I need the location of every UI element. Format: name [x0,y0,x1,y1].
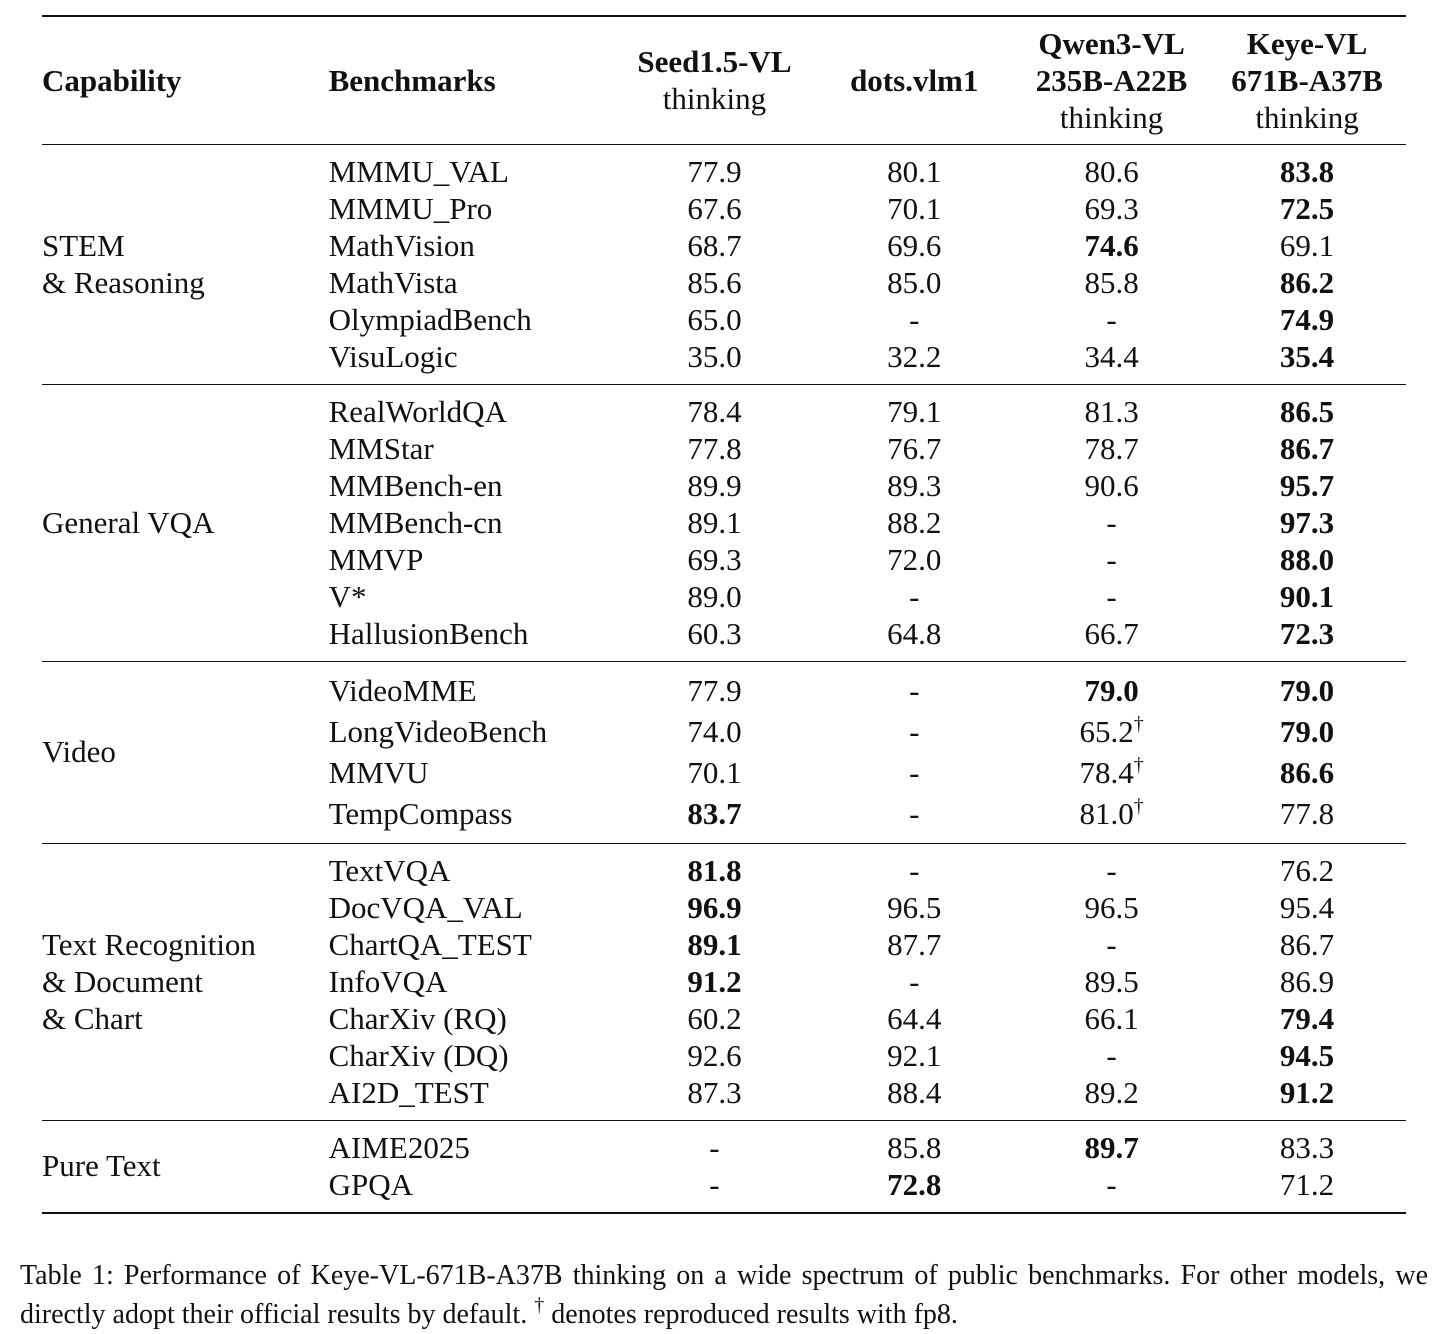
score-cell [1015,1129,1208,1166]
score-cell [615,338,813,375]
benchmark-name: GPQA [328,1166,414,1202]
score-cell [615,752,813,793]
score: 89.3 [887,467,942,503]
capability-label: Text Recognition [42,926,256,962]
score: 34.4 [1084,338,1139,374]
header-model [1208,16,1406,144]
score-cell [615,578,813,615]
score: 89.9 [687,467,742,503]
score-cell [1208,301,1406,338]
benchmark-name: CharXiv (RQ) [328,1000,507,1036]
score-cell [813,153,1015,190]
score: 64.4 [887,1000,942,1036]
score-cell [813,963,1015,1000]
score-cell [1015,430,1208,467]
model-name: Seed1.5-VL [637,44,792,80]
score-cell [1015,301,1208,338]
score-cell [1015,1000,1208,1037]
score: - [709,1166,720,1202]
score: 88.2 [887,504,942,540]
score: - [1106,852,1117,888]
score-cell [1015,889,1208,926]
header-capability: Capability [42,62,182,98]
score-cell [813,793,1015,834]
section [42,661,1406,843]
header-model [615,16,813,144]
score-cell [1208,1000,1406,1037]
score: 60.3 [687,615,742,651]
score: 78.7 [1084,430,1139,466]
score: 66.7 [1084,615,1139,651]
model-variant: thinking [662,81,767,117]
best-score: 79.4 [1279,1000,1335,1036]
model-name: Qwen3-VL [1038,25,1185,61]
score-cell [813,926,1015,963]
score-cell [615,264,813,301]
section [42,1120,1406,1213]
score: 83.3 [1279,1129,1335,1165]
score-cell [1208,153,1406,190]
best-score: 89.7 [1084,1129,1139,1165]
score-cell [813,301,1015,338]
score: - [909,852,920,888]
score-cell [615,153,813,190]
score-cell [813,615,1015,652]
benchmark-name: RealWorldQA [328,393,507,429]
score: 78.4 [1079,754,1134,790]
benchmark-name: MMVU [328,754,429,790]
score: 86.7 [1279,926,1335,962]
best-score: 94.5 [1279,1037,1335,1073]
score: 87.3 [687,1074,742,1110]
score-cell [1208,752,1406,793]
score-cell [615,711,813,752]
score: - [909,963,920,999]
score-cell [1208,578,1406,615]
score: 88.4 [887,1074,942,1110]
score-cell [813,578,1015,615]
score-cell [1208,1074,1406,1111]
score-cell [1015,926,1208,963]
benchmark-name: MMBench-cn [328,504,503,540]
score-cell [615,793,813,834]
score-cell [1015,1166,1208,1203]
benchmark-name: VideoMME [328,672,477,708]
best-score: 35.4 [1279,338,1335,374]
score: - [1106,1037,1117,1073]
score-cell [615,889,813,926]
score-cell [1015,264,1208,301]
score: 90.6 [1084,467,1139,503]
score-cell [1208,793,1406,834]
score: 85.8 [1084,264,1139,300]
score: 77.9 [687,672,742,708]
score-cell [1208,615,1406,652]
capability-cell [42,670,329,834]
best-score: 79.0 [1084,672,1139,708]
benchmark-name: VisuLogic [328,338,458,374]
score-cell [615,393,813,430]
benchmark-name: MMBench-en [328,467,503,503]
score: 92.1 [887,1037,942,1073]
capability-label: General VQA [42,504,215,540]
benchmark-table [42,15,1406,1214]
score-cell [1208,190,1406,227]
score-cell [1208,504,1406,541]
best-score: 74.6 [1084,227,1139,263]
score-cell [1208,338,1406,375]
score-cell [615,227,813,264]
table-row [42,670,1406,711]
score: 80.6 [1084,153,1139,189]
best-score: 81.8 [687,852,742,888]
benchmark-name: MMStar [328,430,434,466]
score: 35.0 [687,338,742,374]
score: 85.6 [687,264,742,300]
benchmark-name: MMVP [328,541,424,577]
dagger-mark: † [534,1294,545,1316]
score-cell [1015,504,1208,541]
benchmark-name: AIME2025 [328,1129,470,1165]
score-cell [1015,1037,1208,1074]
score-cell [813,264,1015,301]
score: 77.8 [687,430,742,466]
score-cell [1208,541,1406,578]
score: 64.8 [887,615,942,651]
benchmark-name: CharXiv (DQ) [328,1037,509,1073]
score: 77.8 [1279,795,1335,831]
best-score: 86.2 [1279,264,1335,300]
score: 77.9 [687,153,742,189]
score-cell [1015,793,1208,834]
score: 95.4 [1279,889,1335,925]
table-row [42,393,1406,430]
benchmark-name: AI2D_TEST [328,1074,489,1110]
best-score: 88.0 [1279,541,1335,577]
score-cell [1208,430,1406,467]
score: 85.0 [887,264,942,300]
score-cell [1208,852,1406,889]
table-caption [20,1256,1428,1334]
score: 89.5 [1084,963,1139,999]
score: - [909,795,920,831]
benchmark-name: MathVista [328,264,458,300]
score: 81.0 [1079,795,1134,831]
score-cell [813,1166,1015,1203]
score: 69.6 [887,227,942,263]
score-cell [1208,889,1406,926]
score-cell [813,1000,1015,1037]
score-cell [1015,227,1208,264]
benchmark-name: ChartQA_TEST [328,926,532,962]
benchmark-name: MMMU_VAL [328,153,509,189]
score-cell [615,467,813,504]
score-cell [1015,190,1208,227]
model-name: 671B-A37B [1231,62,1383,98]
table-row [42,1129,1406,1166]
table-row [42,852,1406,889]
score: - [909,578,920,614]
score-cell [813,670,1015,711]
score: 81.3 [1084,393,1139,429]
best-score: 72.8 [887,1166,942,1202]
score-cell [615,1129,813,1166]
section [42,384,1406,661]
score-cell [1015,467,1208,504]
model-name: dots.vlm1 [850,62,979,98]
score: - [909,713,920,749]
benchmark-name: InfoVQA [328,963,448,999]
benchmark-name: DocVQA_VAL [328,889,523,925]
score: 89.1 [687,504,742,540]
score-cell [615,301,813,338]
score: 32.2 [887,338,942,374]
score: 92.6 [687,1037,742,1073]
dagger-mark: † [1133,712,1144,735]
score: 96.5 [1084,889,1139,925]
benchmark-name: HallusionBench [328,615,529,651]
score-cell [1208,227,1406,264]
score-cell [1208,467,1406,504]
score-cell [813,1074,1015,1111]
best-score: 83.8 [1279,153,1335,189]
score-cell [813,393,1015,430]
best-score: 91.2 [687,963,742,999]
score-cell [615,926,813,963]
best-score: 72.3 [1279,615,1335,651]
score: 86.9 [1279,963,1335,999]
best-score: 89.1 [687,926,742,962]
score: - [1106,301,1117,337]
capability-cell [42,1129,329,1203]
score-cell [813,852,1015,889]
best-score: 74.9 [1279,301,1335,337]
benchmark-name: V* [328,578,367,614]
score: 69.3 [687,541,742,577]
benchmark-name: TempCompass [328,795,513,831]
best-score: 86.6 [1279,754,1335,790]
score-cell [1208,1037,1406,1074]
score: 85.8 [887,1129,942,1165]
score-cell [1015,852,1208,889]
score-cell [1015,578,1208,615]
score-cell [1015,393,1208,430]
score: - [909,672,920,708]
score: - [1106,926,1117,962]
best-score: 97.3 [1279,504,1335,540]
score-cell [813,711,1015,752]
score-cell [1015,541,1208,578]
score-cell [813,541,1015,578]
best-score: 83.7 [687,795,742,831]
score: - [909,754,920,790]
score-cell [813,1037,1015,1074]
score-cell [615,670,813,711]
score-cell [813,430,1015,467]
score-cell [1015,338,1208,375]
section [42,144,1406,384]
score-cell [813,752,1015,793]
score: 89.0 [687,578,742,614]
capability-cell [42,153,329,375]
score-cell [615,1037,813,1074]
score-cell [813,1129,1015,1166]
score: 76.7 [887,430,942,466]
score-cell [615,1074,813,1111]
score: 76.2 [1279,852,1335,888]
capability-label: STEM [42,227,125,263]
score-cell [813,338,1015,375]
dagger-mark: † [1133,753,1144,776]
caption-text: denotes reproduced results with fp8. [544,1299,958,1330]
capability-cell [42,852,329,1111]
score: 69.1 [1279,227,1335,263]
best-score: 90.1 [1279,578,1335,614]
dagger-mark: † [1133,794,1144,817]
score-cell [615,1000,813,1037]
header-benchmarks: Benchmarks [328,62,496,98]
score-cell [813,889,1015,926]
score: - [1106,1166,1117,1202]
capability-label: & Document [42,963,203,999]
capability-label: Pure Text [42,1148,161,1183]
score-cell [1208,926,1406,963]
score-cell [615,430,813,467]
score: 65.0 [687,301,742,337]
benchmark-name: OlympiadBench [328,301,532,337]
model-variant: thinking [1255,99,1359,135]
score: 74.0 [687,713,742,749]
benchmark-name: TextVQA [328,852,451,888]
score: 71.2 [1279,1166,1335,1202]
score-cell [1208,670,1406,711]
score: 65.2 [1079,713,1134,749]
score: 69.3 [1084,190,1139,226]
capability-label: & Chart [42,1000,143,1036]
score: 87.7 [887,926,942,962]
score: 68.7 [687,227,742,263]
score: 72.0 [887,541,942,577]
score-cell [1208,711,1406,752]
best-score: 86.5 [1279,393,1335,429]
score: - [709,1129,720,1165]
score: 66.1 [1084,1000,1139,1036]
benchmark-name: MathVision [328,227,475,263]
score-cell [615,615,813,652]
score-cell [1208,1129,1406,1166]
score-cell [1015,752,1208,793]
score-cell [1208,393,1406,430]
best-score: 72.5 [1279,190,1335,226]
score-cell [1015,711,1208,752]
best-score: 86.7 [1279,430,1335,466]
score: 79.1 [887,393,942,429]
score: - [1106,504,1117,540]
capability-cell [42,393,329,652]
score-cell [813,504,1015,541]
score-cell [1015,153,1208,190]
capability-label: & Reasoning [42,264,205,300]
score-cell [1015,670,1208,711]
score-cell [1015,1074,1208,1111]
score: 89.2 [1084,1074,1139,1110]
caption-text: Table 1: Performance of Keye-VL-671B-A37B thinking on a wide spectrum of public benchmarks. For other models, we directly adopt their official results by default. [20,1260,1428,1330]
best-score: 79.0 [1279,713,1335,749]
header-model [1015,16,1208,144]
score: - [1106,541,1117,577]
best-score: 96.9 [687,889,742,925]
capability-label: Video [42,734,116,769]
best-score: 95.7 [1279,467,1335,503]
score-cell [615,1166,813,1203]
score: - [909,301,920,337]
score: 70.1 [687,754,742,790]
benchmark-name: LongVideoBench [328,713,548,749]
table-row [42,153,1406,190]
score-cell [1015,615,1208,652]
benchmark-name: MMMU_Pro [328,190,493,226]
score-cell [1208,264,1406,301]
score-cell [615,852,813,889]
model-name: 235B-A22B [1035,62,1188,98]
score: 67.6 [687,190,742,226]
score-cell [615,541,813,578]
score-cell [813,227,1015,264]
model-name: Keye-VL [1246,25,1368,61]
score-cell [615,504,813,541]
score: 70.1 [887,190,942,226]
header-row [42,16,1406,144]
score-cell [1015,963,1208,1000]
section [42,843,1406,1120]
score: 96.5 [887,889,942,925]
score-cell [615,963,813,1000]
score: 60.2 [687,1000,742,1036]
score-cell [1208,963,1406,1000]
model-variant: thinking [1059,99,1164,135]
score: 78.4 [687,393,742,429]
best-score: 79.0 [1279,672,1335,708]
score-cell [1208,1166,1406,1203]
score: - [1106,578,1117,614]
best-score: 91.2 [1279,1074,1335,1110]
header-model [813,16,1015,144]
score-cell [813,467,1015,504]
score-cell [615,190,813,227]
score-cell [813,190,1015,227]
score: 80.1 [887,153,942,189]
